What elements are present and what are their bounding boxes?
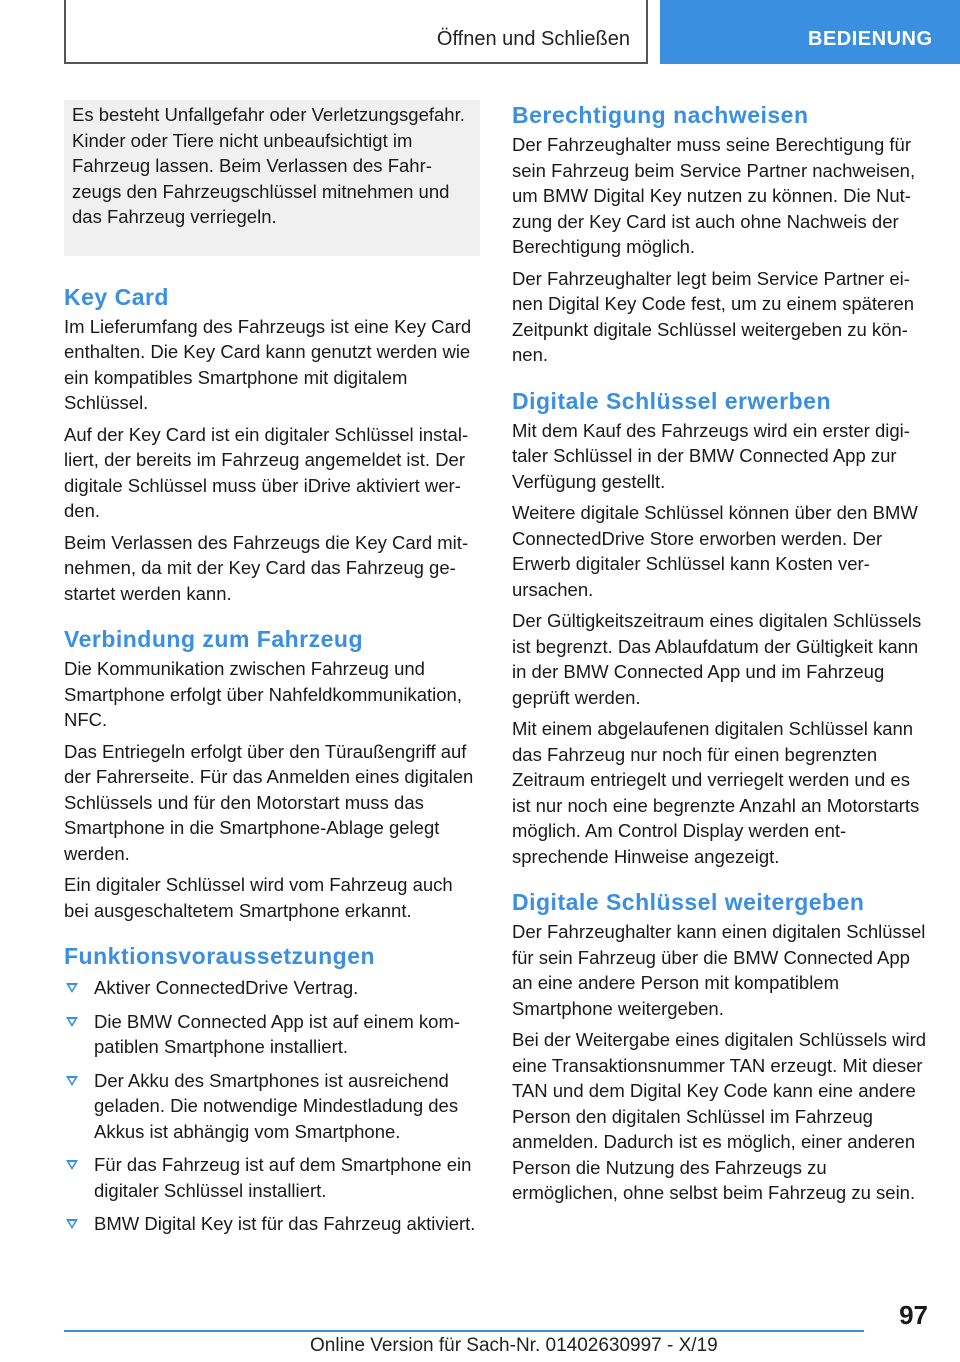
triangle-bullet-icon	[66, 1219, 78, 1229]
paragraph: Die Kommunikation zwischen Fahrzeug und Smartphone erfolgt über Nahfeldkommunikation, NFC.	[64, 658, 462, 730]
triangle-bullet-icon	[66, 1076, 78, 1086]
acquire-heading: Digitale Schlüssel erwerben	[512, 387, 832, 414]
acquire-section	[512, 386, 928, 870]
paragraph: Der Fahrzeughalter legt beim Service Partner einen Digital Key Code fest, um zu einem späteren Zeitpunkt digitale Schlüssel weitergeben zu können.	[512, 267, 915, 365]
list-item: BMW Digital Key ist für das Fahrzeug aktiviert.	[64, 1211, 480, 1237]
paragraph: Mit dem Kauf des Fahrzeugs wird ein erster digitaler Schlüssel in der BMW Connected App zur Verfügung gestellt.	[512, 419, 910, 492]
requirements-heading: Funktionsvoraussetzungen	[64, 943, 376, 969]
paragraph: Der Gültigkeitszeitraum eines digitalen Schlüssels ist begrenzt. Das Ablaufdatum der Gültigkeit kann in der BMW Connected App und im Fahrzeug geprüft werden.	[512, 610, 922, 708]
authorization-heading: Berechtigung nachweisen	[512, 102, 809, 128]
paragraph: Das Entriegeln erfolgt über den Türaußengriff auf der Fahrerseite. Für das Anmelden eines digitalen Schlüssels und für den Motorstart muss das Smartphone in die Smartphone-Ablage gelegt werden.	[64, 740, 474, 864]
section-title: Öffnen und Schließen	[436, 28, 630, 50]
requirements-list	[64, 975, 480, 1237]
warning-box	[64, 100, 480, 256]
triangle-bullet-icon	[66, 1160, 78, 1170]
paragraph: Bei der Weitergabe eines digitalen Schlüssels wird eine Transaktionsnummer TAN erzeugt. Mit dieser TAN und dem Digital Key Code kann eine andere Person den digitalen Schlüssel im Fahrzeug anmelden. Dadurch ist es möglich, einer anderen Person die Nutzung des Fahrzeugs zu ermöglichen, ohne selbst beim Fahrzeug zu sein.	[512, 1029, 927, 1203]
paragraph: Ein digitaler Schlüssel wird vom Fahrzeug auch bei ausgeschaltetem Smartphone erkannt.	[64, 874, 453, 921]
authorization-section	[512, 100, 928, 368]
paragraph: Auf der Key Card ist ein digitaler Schlüssel installiert, der bereits im Fahrzeug angemeldet ist. Der digitale Schlüssel muss über iDrive aktiviert werden.	[64, 423, 469, 521]
list-item: Aktiver ConnectedDrive Vertrag.	[64, 975, 480, 1001]
list-item: Der Akku des Smartphones ist ausreichend geladen. Die notwendige Mindestladung des Akkus ist abhängig vom Smartphone.	[64, 1068, 480, 1145]
list-item: Die BMW Connected App ist auf einem kompatiblen Smartphone installiert.	[64, 1009, 480, 1060]
triangle-bullet-icon	[66, 983, 78, 993]
paragraph: Im Lieferumfang des Fahrzeugs ist eine Key Card enthalten. Die Key Card kann genutzt werden wie ein kompatibles Smartphone mit digitalem Schlüssel.	[64, 315, 472, 413]
share-heading: Digitale Schlüssel weitergeben	[512, 889, 865, 915]
triangle-bullet-icon	[66, 1017, 78, 1027]
paragraph: Der Fahrzeughalter muss seine Berechtigung für sein Fahrzeug beim Service Partner nachweisen, um BMW Digital Key nutzen zu können. Die Nutzung der Key Card ist auch ohne Nachweis der Berechtigung möglich.	[512, 134, 916, 257]
right-column	[512, 100, 928, 1224]
connection-heading: Verbindung zum Fahrzeug	[64, 626, 364, 652]
requirements-section	[64, 941, 480, 1237]
connection-section	[64, 624, 480, 923]
share-section	[512, 887, 928, 1206]
left-column	[64, 100, 480, 1255]
online-version-note: Online Version für Sach-Nr. 01402630997 - X/19	[310, 1335, 718, 1356]
footer-divider	[64, 1330, 864, 1332]
paragraph: Der Fahrzeughalter kann einen digitalen Schlüssel für sein Fahrzeug über die BMW Connected App an eine andere Person mit kompatiblem Smartphone weitergeben.	[512, 921, 926, 1019]
warning-text: Es besteht Unfallgefahr oder Verletzungsgefahr. Kinder oder Tiere nicht unbeaufsichtigt im Fahrzeug lassen. Beim Verlassen des Fahrzeugs den Fahrzeugschlüssel mitnehmen und das Fahrzeug verriegeln.	[72, 104, 465, 227]
list-item: Für das Fahrzeug ist auf dem Smartphone ein digitaler Schlüssel installiert.	[64, 1152, 480, 1203]
paragraph: Mit einem abgelaufenen digitalen Schlüssel kann das Fahrzeug nur noch für einen begrenzten Zeitraum entriegelt und verriegelt werden und es ist nur noch eine begrenzte Anzahl an Motorstarts möglich. Am Control Display werden entsprechende Hinweise angezeigt.	[512, 718, 920, 867]
paragraph: Beim Verlassen des Fahrzeugs die Key Card mitnehmen, da mit der Key Card das Fahrzeug gestartet werden kann.	[64, 531, 469, 604]
chapter-tab: BEDIENUNG	[660, 0, 960, 64]
page-number: 97	[899, 1300, 928, 1330]
paragraph: Weitere digitale Schlüssel können über den BMW ConnectedDrive Store erworben werden. Der Erwerb digitaler Schlüssel kann Kosten verursachen.	[512, 502, 918, 600]
key-card-heading: Key Card	[64, 283, 169, 310]
key-card-section	[64, 282, 480, 607]
